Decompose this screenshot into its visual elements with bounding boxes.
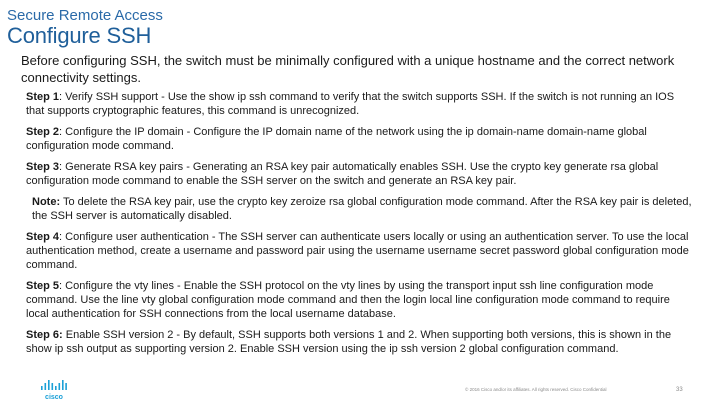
page-number: 33 <box>676 387 683 393</box>
intro-paragraph: Before configuring SSH, the switch must be minimally configured with a unique hostname and the correct network connectivity settings. <box>21 53 675 85</box>
step-text: Verify SSH support - Use the show ip ssh command to verify that the switch supports SSH. If the switch is not running an IOS that supports cryptographic features, this command is unrecognized. <box>26 91 675 117</box>
steps-list <box>26 90 694 363</box>
step-text: Configure user authentication - The SSH server can authenticate users locally or using an authentication server. To use the local authentication method, create a username and password pair using the username username secret password global configuration mode command. <box>26 231 689 271</box>
step-label: Step 4 <box>26 231 60 243</box>
step-text: Enable SSH version 2 - By default, SSH supports both versions 1 and 2. When supporting both versions, this is shown in the show ip ssh output as supporting version 2. Enable SSH version using the ip ssh version 2 global configuration command. <box>26 329 672 355</box>
section-title: Secure Remote Access <box>7 7 163 24</box>
copyright-text: © 2016 Cisco and/or its affiliates. All rights reserved. Cisco Confidential <box>465 387 607 392</box>
step-label: Step 6: <box>26 329 63 341</box>
note-text: To delete the RSA key pair, use the crypto key zeroize rsa global configuration mode command. After the RSA key pair is deleted, the SSH server is automatically disabled. <box>32 196 692 222</box>
note <box>32 195 694 223</box>
footer <box>0 377 720 405</box>
step-6 <box>26 328 694 356</box>
step-text: Generate RSA key pairs - Generating an RSA key pair automatically enables SSH. Use the crypto key generate rsa global configuration mode command to enable the SSH server on the switch and generate an RSA key pair. <box>26 161 659 187</box>
step-label: Step 5 <box>26 280 60 292</box>
step-text: Configure the vty lines - Enable the SSH protocol on the vty lines by using the transport input ssh line configuration mode command. Use the line vty global configuration mode command and then the login local line configuration mode command to require local authentication for SSH connections from the local username database. <box>26 280 670 320</box>
step-label: Step 1 <box>26 91 60 103</box>
step-text: Configure the IP domain - Configure the IP domain name of the network using the ip domain-name domain-name global configuration mode command. <box>26 126 647 152</box>
step-2: Step 2: Configure the IP domain - Configure the IP domain name of the network using the ip domain-name domain-name global configuration mode command. <box>26 126 647 152</box>
cisco-logo-icon <box>40 379 68 401</box>
step-5: Step 5: Configure the vty lines - Enable the SSH protocol on the vty lines by using the transport input ssh line configuration mode command. Use the line vty global configuration mode command and then the login local line configuration mode command to require local authentication for SSH connections from the local username database. <box>26 280 670 320</box>
step-4: Step 4: Configure user authentication - The SSH server can authenticate users locally or using an authentication server. To use the local authentication method, create a username and password pair using the username username secret password global configuration mode command. <box>26 231 689 271</box>
slide-title: Configure SSH <box>7 23 152 48</box>
step-label: Step 3 <box>26 161 60 173</box>
step-1: Step 1: Verify SSH support - Use the show ip ssh command to verify that the switch supports SSH. If the switch is not running an IOS that supports cryptographic features, this command is unrecognized. <box>26 91 675 117</box>
note-label: Note: <box>32 196 61 208</box>
step-3: Step 3: Generate RSA key pairs - Generating an RSA key pair automatically enables SSH. Use the crypto key generate rsa global configuration mode command to enable the SSH server on the switch and generate an RSA key pair. <box>26 161 659 187</box>
svg-text:cisco: cisco <box>45 394 63 401</box>
step-label: Step 2 <box>26 126 60 138</box>
